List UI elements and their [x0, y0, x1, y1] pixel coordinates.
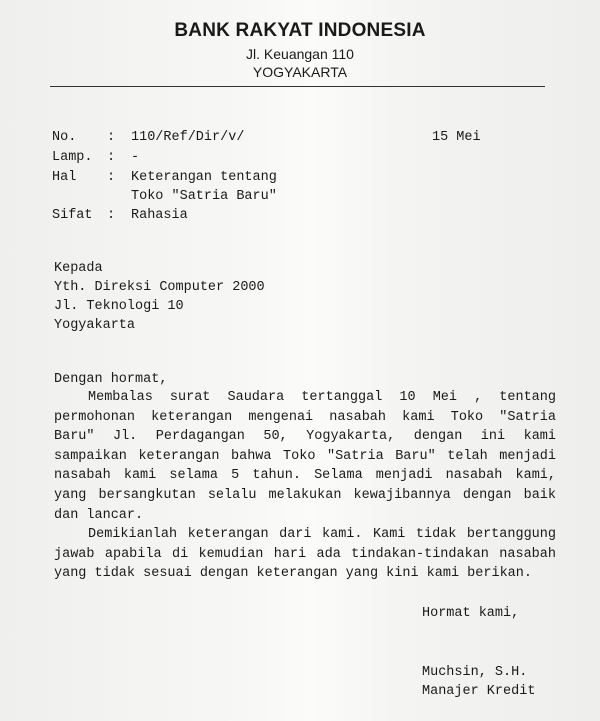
number-value: 110/Ref/Dir/v/ — [131, 130, 245, 145]
letterhead-divider — [50, 86, 545, 87]
attachment-colon: : — [107, 150, 116, 165]
number-colon: : — [107, 130, 116, 145]
attachment-label: Lamp. — [52, 150, 93, 165]
nature-colon: : — [107, 208, 116, 223]
nature-label: Sifat — [52, 208, 93, 223]
subject-line-2: Toko "Satria Baru" — [131, 189, 277, 204]
subject-label: Hal — [52, 170, 77, 185]
recipient-city: Yogyakarta — [54, 318, 136, 333]
recipient-to: Kepada — [54, 261, 103, 276]
recipient-name: Yth. Direksi Computer 2000 — [54, 280, 265, 295]
signer-name: Muchsin, S.H. — [422, 665, 528, 680]
bank-name: BANK RAKYAT INDONESIA — [174, 20, 426, 41]
number-label: No. — [52, 130, 77, 145]
bank-address: Jl. Keuangan 110 — [246, 46, 354, 62]
salutation: Dengan hormat, — [54, 372, 168, 387]
attachment-value: - — [131, 150, 140, 165]
letter-date: 15 Mei — [432, 130, 481, 145]
recipient-street: Jl. Teknologi 10 — [54, 299, 184, 314]
subject-line-1: Keterangan tentang — [131, 170, 277, 185]
body-paragraph-1: Membalas surat Saudara tertanggal 10 Mei , tentang permohonan keterangan mengenai nasabah kami Toko "Satria Baru" Jl. Perdagangan 50, Yogyakarta, dengan ini kami sampaikan keterangan bahwa Toko "Satria Baru" telah menjadi nasabah kami selama 5 tahun. Selama menjadi nasabah kami, yang bersangkutan selalu melakukan kewajibannya dengan baik dan lancar. — [54, 390, 556, 523]
nature-value: Rahasia — [131, 208, 188, 223]
body-paragraph-2: Demikianlah keterangan dari kami. Kami tidak bertanggung jawab apabila di kemudian hari ada tindakan-tindakan nasabah yang tidak sesuai dengan keterangan yang kini kami berikan. — [54, 527, 556, 582]
bank-city: YOGYAKARTA — [252, 64, 348, 80]
subject-colon: : — [107, 170, 116, 185]
closing-greeting: Hormat kami, — [422, 606, 520, 621]
signer-title: Manajer Kredit — [422, 684, 536, 699]
letter-body — [54, 388, 556, 584]
